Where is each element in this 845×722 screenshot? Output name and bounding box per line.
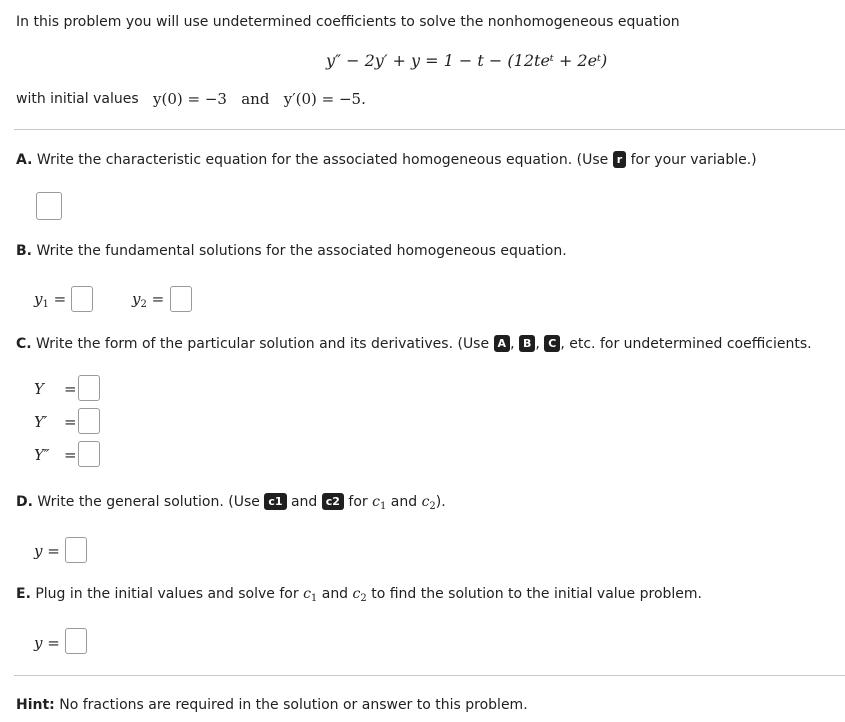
part-d-text: Write the general solution. (Use [37,494,260,510]
Y-input[interactable] [78,375,100,401]
y1-subscript: 1 [42,299,49,310]
part-c-text: Write the form of the particular solution and its derivatives. (Use [36,336,490,352]
general-y-symbol: y [34,542,43,560]
c2-tag: c2 [322,493,344,510]
part-e-c2 [353,586,367,602]
part-d-c2 [422,494,436,510]
y2-symbol: y [132,290,141,308]
part-e-and: and [321,586,349,602]
general-equals: = [47,542,60,560]
part-e-text: Plug in the initial values and solve for [35,586,299,602]
part-e-c1 [303,586,317,602]
intro-text: In this problem you will use undetermined coefficients to solve the nonhomogeneous equation [16,14,680,30]
y1-equals: = [53,290,67,308]
part-d-and: and [290,494,318,510]
characteristic-equation-input[interactable] [36,192,62,220]
divider-top [14,129,845,130]
part-c-text-after: etc. for undetermined coefficients. [569,336,812,352]
part-d-label: D. [16,494,33,510]
coef-c-tag: C [544,335,560,352]
part-d-c2-subscript: 2 [429,501,436,512]
part-a-label: A. [16,152,33,168]
ivp-equals: = [47,634,60,652]
Y-double-prime-input[interactable] [78,441,100,467]
y1-label [34,290,66,310]
divider-bottom [14,675,845,676]
part-d-c1 [372,494,386,510]
part-d-prompt [16,493,446,512]
part-a-text: Write the characteristic equation for the associated homogeneous equation. (Use [36,152,609,168]
part-d-c2-symbol: c [421,494,430,510]
part-c-prompt: C. Write the form of the particular solution and its derivatives. (Use A , B , C , etc. for undetermined coefficients. [16,336,812,352]
part-a-prompt [16,151,757,168]
coef-b-tag: B [519,335,535,352]
main-equation: y″ − 2y′ + y = 1 − t − (12teᵗ + 2eᵗ) [326,51,608,70]
part-d-and2: and [390,494,418,510]
y2-input[interactable] [170,286,192,312]
general-solution-label [34,542,60,560]
general-solution-input[interactable] [65,537,87,563]
part-d-c1-symbol: c [372,494,380,510]
part-d-close: ). [435,494,446,510]
part-e-c2-subscript: 2 [360,593,367,604]
part-d-c1-subscript: 1 [379,501,387,512]
initial-values: y(0) = −3 and y′(0) = −5. [153,90,366,108]
y1-input[interactable] [71,286,93,312]
var-r-tag: r [613,151,626,168]
part-e-prompt [16,586,702,604]
part-a-text-after: for your variable.) [630,152,757,168]
part-b-text: Write the fundamental solutions for the associated homogeneous equation. [36,243,567,259]
y2-equals: = [151,290,165,308]
ivp-y-symbol: y [34,634,43,652]
ivp-solution-input[interactable] [65,628,87,654]
hint-label: Hint: [16,697,55,713]
part-e-text-after: to find the solution to the initial value problem. [371,586,703,602]
Y-label: Y [34,380,44,398]
y2-subscript: 2 [140,299,147,310]
y2-label [132,290,164,310]
initial-values-label: with initial values [16,91,139,107]
Y-double-prime-label: Y″ [34,446,50,464]
c1-tag: c1 [264,493,286,510]
ivp-solution-label [34,634,60,652]
Y-prime-label: Y′ [34,413,48,431]
hint [16,697,528,713]
Y-equals: = [64,380,77,398]
part-e-c1-symbol: c [303,586,311,602]
part-b-prompt [16,243,567,259]
Y-prime-input[interactable] [78,408,100,434]
part-d-for: for [348,494,368,510]
Y-double-prime-equals: = [64,446,77,464]
hint-text: No fractions are required in the solution or answer to this problem. [59,697,528,713]
Y-prime-equals: = [64,413,77,431]
part-c-label: C. [16,336,32,352]
part-e-label: E. [16,586,31,602]
part-e-c2-symbol: c [352,586,361,602]
y1-symbol: y [34,290,43,308]
part-e-c1-subscript: 1 [310,593,318,604]
part-b-label: B. [16,243,32,259]
coef-a-tag: A [494,335,511,352]
